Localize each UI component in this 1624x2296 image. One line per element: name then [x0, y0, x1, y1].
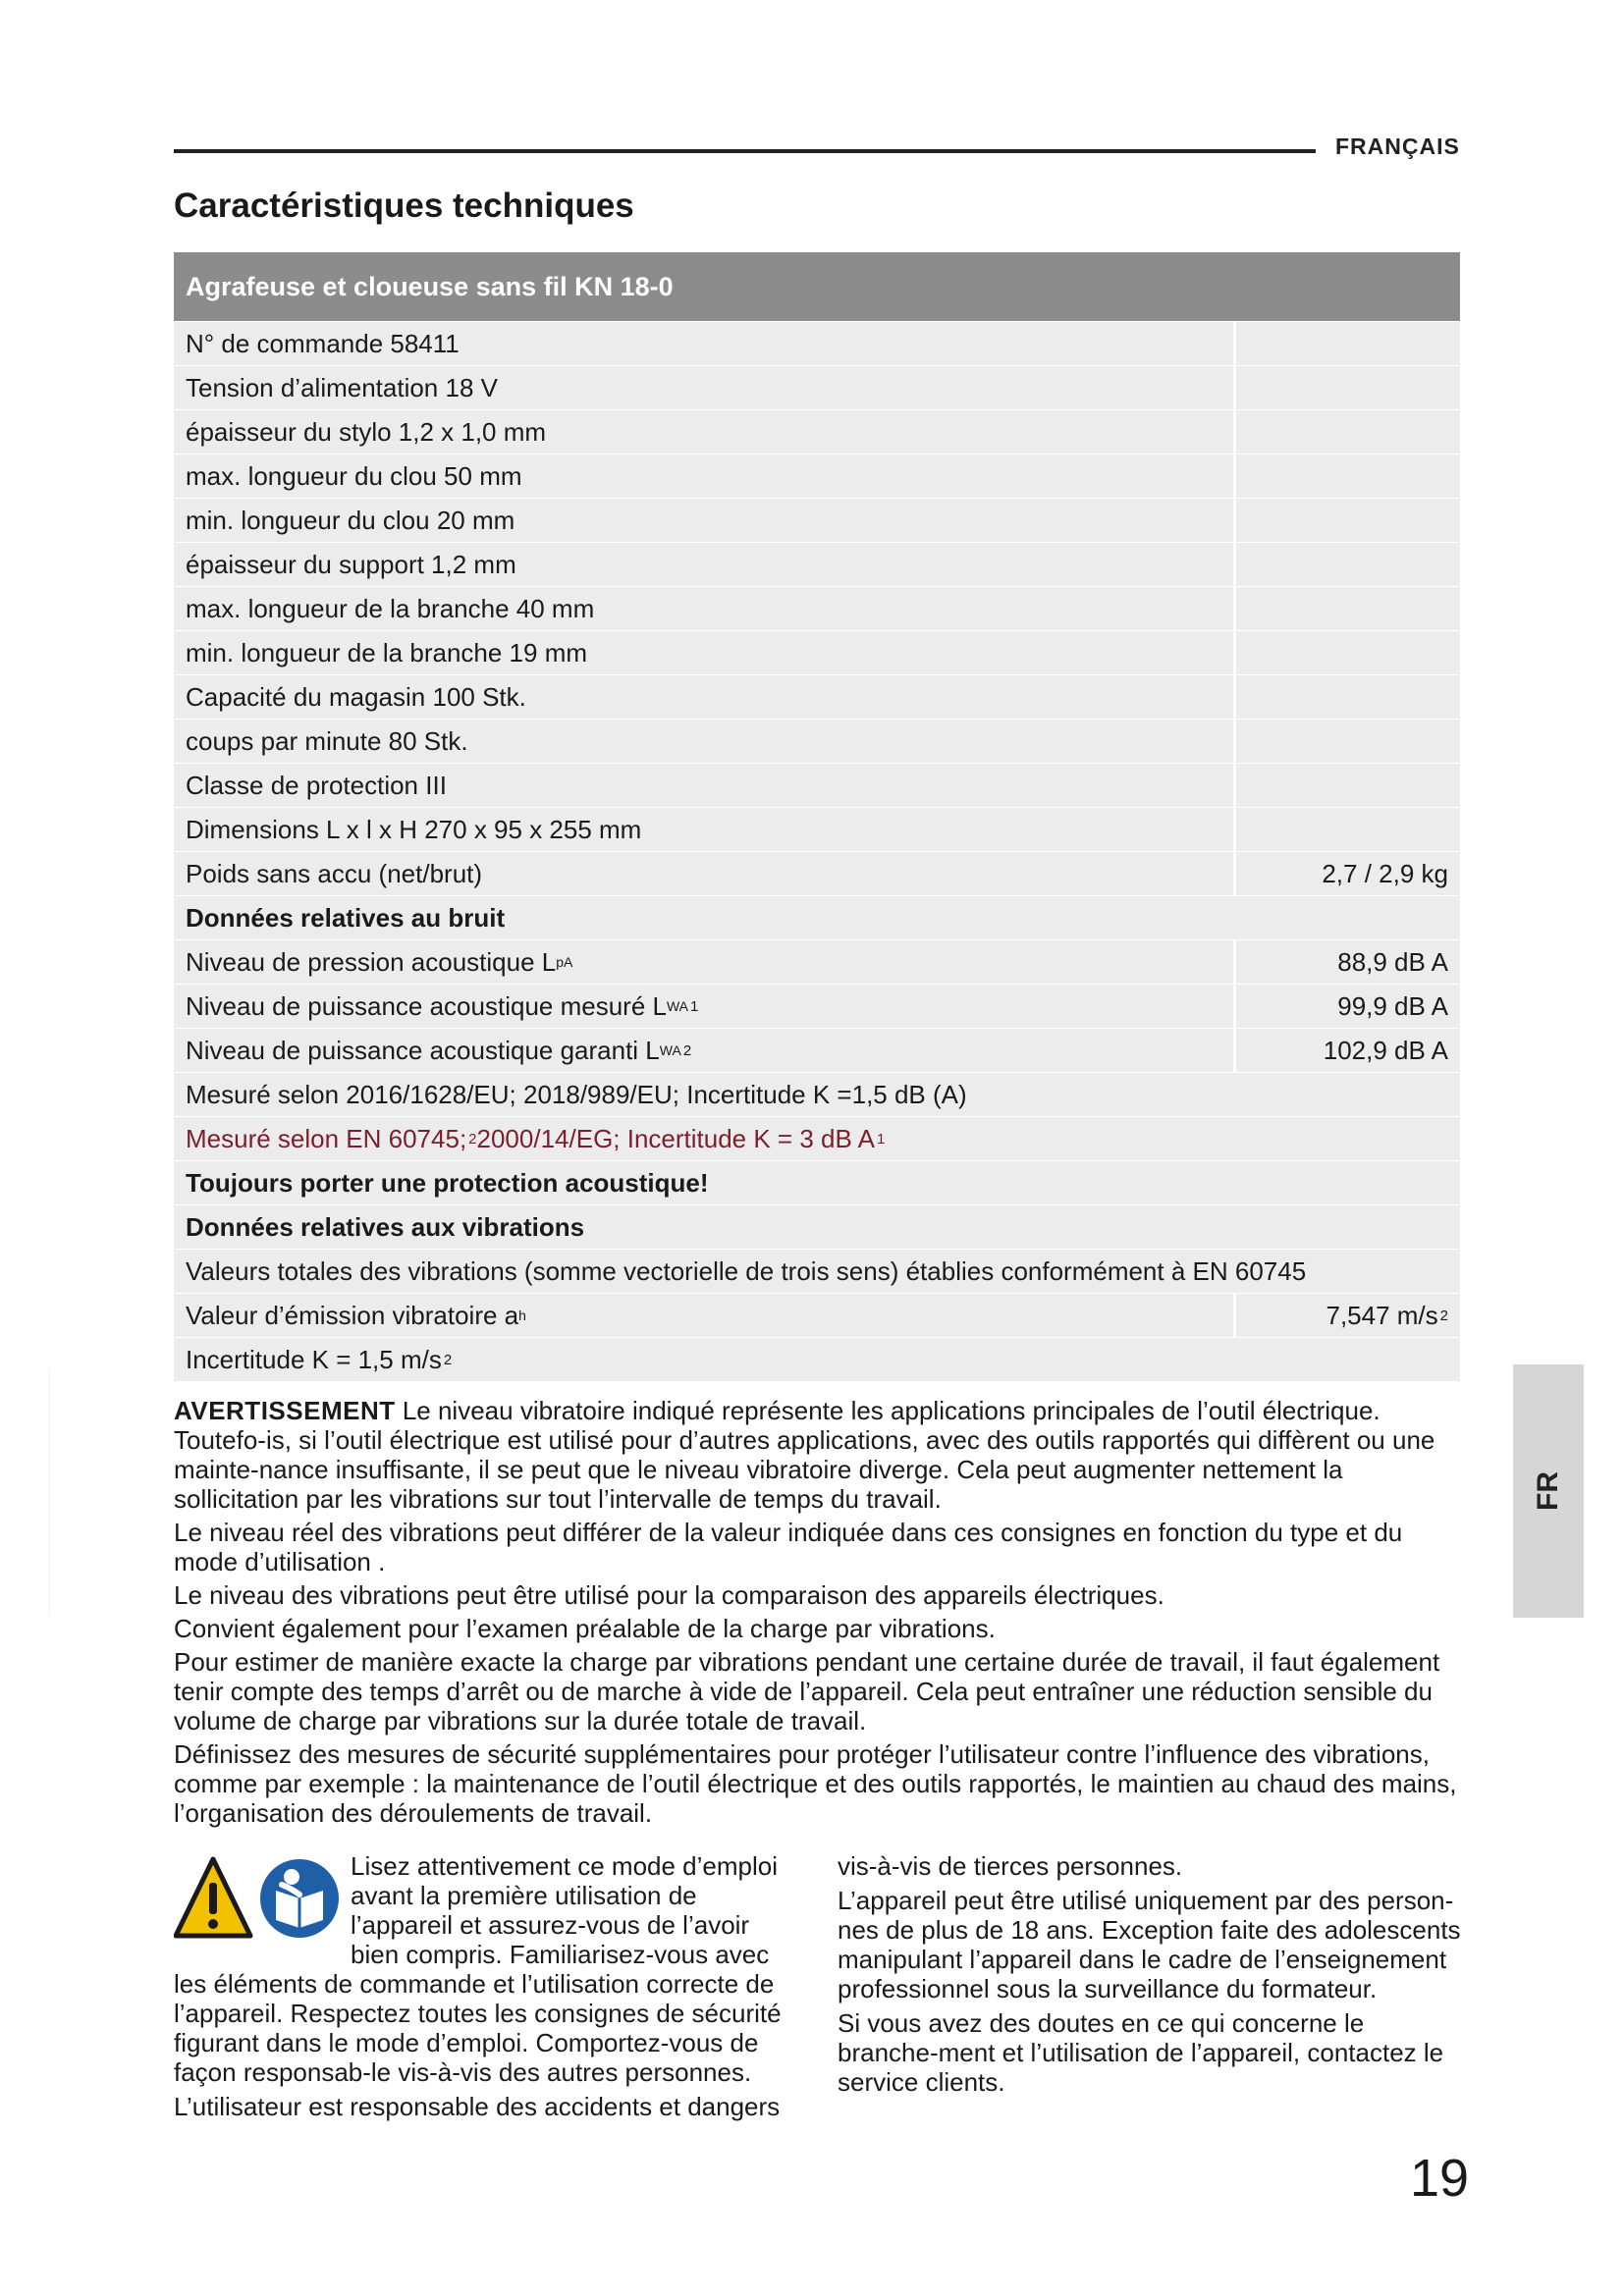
- spec-label: épaisseur du stylo 1,2 x 1,0 mm: [174, 410, 1233, 454]
- spec-row: [174, 1338, 1460, 1381]
- spec-table-title: Agrafeuse et cloueuse sans fil KN 18-0: [174, 252, 1460, 321]
- spec-label: Mesuré selon 2016/1628/EU; 2018/989/EU; Incertitude K =1,5 dB (A): [174, 1073, 1460, 1116]
- safety-paragraph: L’appareil peut être utilisé uniquement par des person-nes de plus de 18 ans. Exception faite des adolescents manipulant l’appareil dans le cadre de l’enseignement professionnel sous la surveillance du formateur.: [838, 1886, 1461, 2003]
- spec-label: Toujours porter une protection acoustique!: [174, 1161, 1460, 1204]
- spec-label-subscript: WA: [659, 1042, 681, 1058]
- spec-row: [174, 675, 1460, 719]
- spec-label: Tension d’alimentation 18 V: [174, 366, 1233, 409]
- warning-paragraph: Le niveau des vibrations peut être utilisé pour la comparaison des appareils électriques.: [174, 1580, 1164, 1610]
- spec-label: [174, 1294, 1233, 1337]
- spec-label-subscript: pA: [556, 954, 573, 970]
- spec-label-superscript: 2: [443, 1351, 453, 1368]
- spec-label-text: 2000/14/EG; Incertitude K = 3 dB A: [476, 1123, 875, 1153]
- spec-value: [1236, 764, 1460, 807]
- spec-row: [174, 631, 1460, 674]
- spec-row: [174, 808, 1460, 851]
- safety-icons-svg: [174, 1855, 343, 1942]
- spec-label-text: Niveau de puissance acoustique mesuré L: [186, 990, 667, 1021]
- section-title: Caractéristiques techniques: [174, 187, 634, 225]
- page-number: 19: [1410, 2149, 1470, 2208]
- spec-row: [174, 1250, 1460, 1293]
- spec-value: [1236, 675, 1460, 719]
- spec-row: [174, 543, 1460, 586]
- spec-label: Poids sans accu (net/brut): [174, 852, 1233, 895]
- spec-label-subscript: WA: [666, 998, 689, 1014]
- side-tab-label: FR: [1532, 1471, 1564, 1511]
- safety-paragraph: vis-à-vis de tierces personnes.: [838, 1851, 1183, 1881]
- spec-label: [174, 985, 1233, 1028]
- spec-row: [174, 499, 1460, 542]
- spec-section-vibrations: [174, 1205, 1460, 1249]
- safety-paragraph: Lisez attentivement ce mode d’emploi avant la première utilisation de l’appareil et assurez-vous de l’avoir bien compris. Familiarisez-vous avec les éléments de commande et l’utilisation correcte de l’appareil. Respectez toutes les consignes de sécurité figurant dans le mode d’emploi. Comportez-vous de façon responsab-le vis-à-vis des autres personnes.: [174, 1851, 782, 2087]
- read-manual-icon: [260, 1859, 339, 1938]
- spec-row: [174, 410, 1460, 454]
- spec-row: [174, 940, 1460, 984]
- spec-value: [1236, 587, 1460, 630]
- spec-label: épaisseur du support 1,2 mm: [174, 543, 1233, 586]
- safety-column-right: [838, 1851, 1461, 2102]
- spec-row: [174, 764, 1460, 807]
- warning-paragraph: [174, 1396, 1462, 1514]
- spec-value: 102,9 dB A: [1236, 1029, 1460, 1072]
- spec-value: [1236, 366, 1460, 409]
- safety-column-left: [174, 1851, 802, 2126]
- spec-label-superscript: 1: [690, 997, 699, 1015]
- spec-row: [174, 1073, 1460, 1116]
- spec-label: Classe de protection III: [174, 764, 1233, 807]
- spec-value: [1236, 454, 1460, 498]
- spec-value: [1236, 322, 1460, 365]
- spec-label: Données relatives aux vibrations: [174, 1205, 1460, 1249]
- spec-value: [1236, 808, 1460, 851]
- spec-label: [174, 1338, 1460, 1381]
- spec-row: [174, 1029, 1460, 1072]
- spec-label-superscript: 2: [468, 1130, 477, 1148]
- spec-row-hearing-protection: [174, 1161, 1460, 1204]
- warning-paragraph: Le niveau réel des vibrations peut différer de la valeur indiquée dans ces consignes en fonction du type et du mode d’utilisation .: [174, 1518, 1403, 1576]
- spec-value: [1236, 1294, 1460, 1337]
- spec-value: 99,9 dB A: [1236, 985, 1460, 1028]
- spec-value-superscript: 2: [1439, 1307, 1448, 1324]
- vibration-warning: [174, 1396, 1462, 1832]
- language-label: FRANÇAIS: [1335, 133, 1460, 159]
- spec-label: min. longueur de la branche 19 mm: [174, 631, 1233, 674]
- spec-section-noise: [174, 896, 1460, 939]
- warning-paragraph: Pour estimer de manière exacte la charge par vibrations pendant une certaine durée de travail, il faut également tenir compte des temps d’arrêt ou de marche à vide de l’appareil. Cela peut entraîner une réduction sensible du volume de charge par vibrations sur la durée totale de travail.: [174, 1647, 1440, 1735]
- spec-row: [174, 720, 1460, 763]
- spec-label: [174, 940, 1233, 984]
- spec-row: [174, 1294, 1460, 1337]
- spec-label: [174, 1117, 1460, 1160]
- spec-label-subscript: h: [518, 1308, 526, 1323]
- header-rule: [174, 149, 1316, 153]
- safety-paragraph: Si vous avez des doutes en ce qui concerne le branche-ment et l’utilisation de l’appareil, contactez le service clients.: [838, 2008, 1444, 2097]
- spec-label: coups par minute 80 Stk.: [174, 720, 1233, 763]
- spec-label: N° de commande 58411: [174, 322, 1233, 365]
- safety-paragraph: L’utilisateur est responsable des accidents et dangers: [174, 2092, 781, 2121]
- spec-value-text: 7,547 m/s: [1326, 1300, 1438, 1330]
- warning-paragraph: Convient également pour l’examen préalable de la charge par vibrations.: [174, 1614, 996, 1643]
- spec-label: [174, 1029, 1233, 1072]
- spec-label-text: Incertitude K = 1,5 m/s: [186, 1344, 442, 1374]
- spec-row: [174, 587, 1460, 630]
- margin-line: [49, 1369, 50, 1615]
- spec-label: min. longueur du clou 20 mm: [174, 499, 1233, 542]
- spec-label-superscript: 2: [682, 1041, 692, 1059]
- spec-label-superscript: 1: [876, 1130, 886, 1148]
- spec-label: max. longueur du clou 50 mm: [174, 454, 1233, 498]
- spec-label: Valeurs totales des vibrations (somme vectorielle de trois sens) établies conformément à EN 60745: [174, 1250, 1460, 1293]
- spec-value: 2,7 / 2,9 kg: [1236, 852, 1460, 895]
- warning-text: Le niveau vibratoire indiqué représente les applications principales de l’outil électrique. Toutefo-is, si l’outil électrique est utilisé pour d’autres applications, avec des outils rapportés qui diffèrent ou une mainte-nance insuffisante, il se peut que le niveau vibratoire diverge. Cela peut augmenter nettement la sollicitation par les vibrations sur tout l’intervalle de temps du travail.: [174, 1396, 1435, 1514]
- spec-label: Dimensions L x l x H 270 x 95 x 255 mm: [174, 808, 1233, 851]
- spec-row: [174, 454, 1460, 498]
- spec-row: [174, 852, 1460, 895]
- spec-row: [174, 366, 1460, 409]
- spec-label-text: Niveau de pression acoustique L: [186, 946, 557, 977]
- spec-row: [174, 322, 1460, 365]
- spec-value: [1236, 499, 1460, 542]
- warning-paragraph: Définissez des mesures de sécurité supplémentaires pour protéger l’utilisateur contre l’influence des vibrations, comme par exemple : la maintenance de l’outil électrique et des outils rapportés, le maintien au chaud des mains, l’organisation des déroulements de travail.: [174, 1739, 1457, 1828]
- spec-value: [1236, 720, 1460, 763]
- warning-lead: AVERTISSEMENT: [174, 1396, 396, 1425]
- spec-row: [174, 985, 1460, 1028]
- spec-label: Données relatives au bruit: [174, 896, 1460, 939]
- language-side-tab: [1513, 1364, 1584, 1618]
- spec-value: [1236, 631, 1460, 674]
- spec-table: [174, 252, 1460, 1381]
- spec-value: [1236, 543, 1460, 586]
- spec-label-text: Niveau de puissance acoustique garanti L: [186, 1035, 660, 1065]
- spec-label: Capacité du magasin 100 Stk.: [174, 675, 1233, 719]
- spec-value: [1236, 410, 1460, 454]
- spec-label-text: Valeur d’émission vibratoire a: [186, 1300, 519, 1330]
- spec-label: max. longueur de la branche 40 mm: [174, 587, 1233, 630]
- spec-value: 88,9 dB A: [1236, 940, 1460, 984]
- warning-triangle-icon: [176, 1859, 250, 1936]
- spec-row: [174, 1117, 1460, 1160]
- spec-label-text: Mesuré selon EN 60745;: [186, 1123, 467, 1153]
- safety-icons: [174, 1855, 343, 1942]
